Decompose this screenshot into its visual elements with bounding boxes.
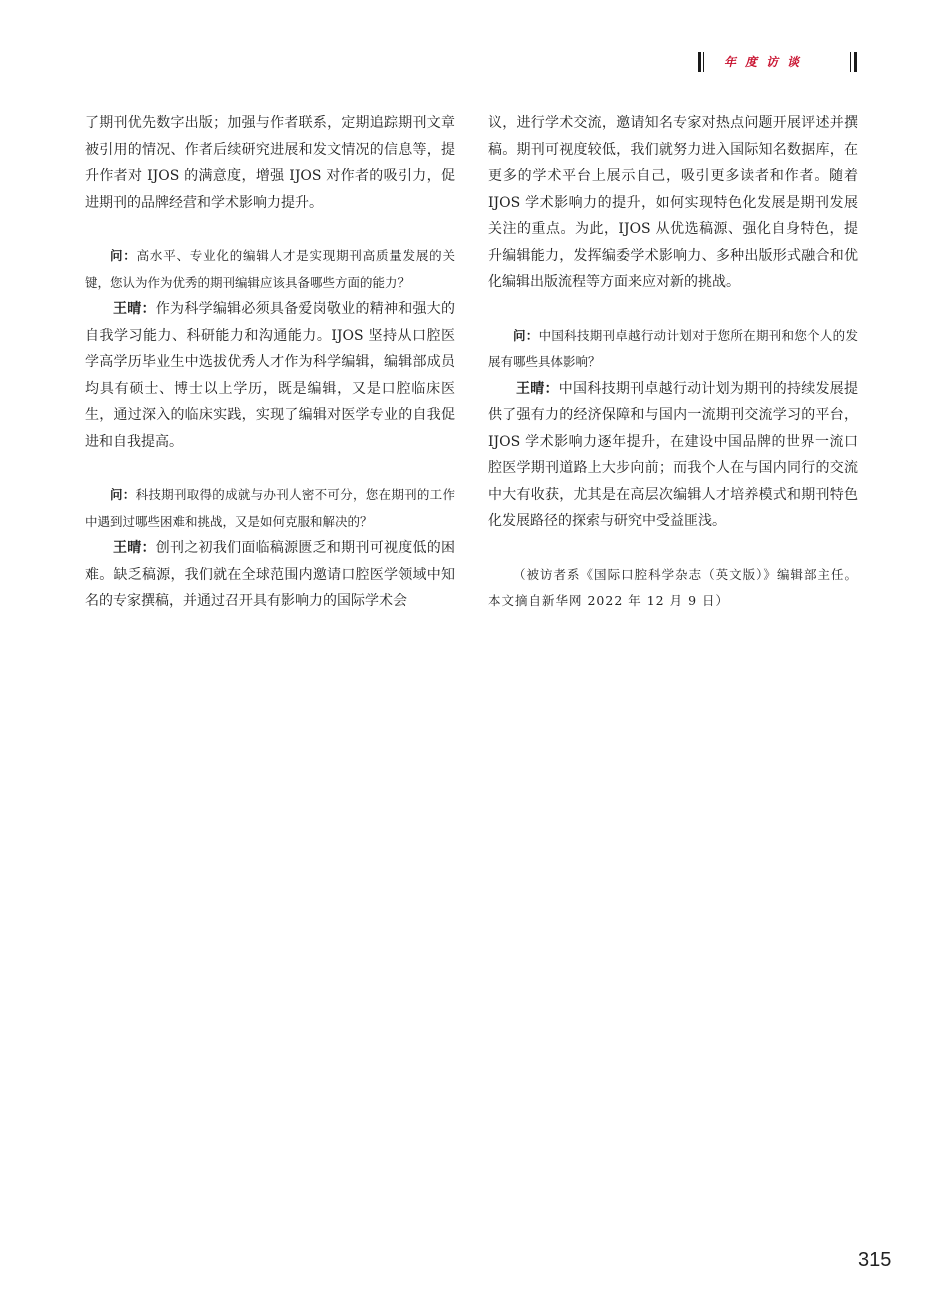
continuation-paragraph: 议，进行学术交流，邀请知名专家对热点问题开展评述并撰稿。期刊可视度较低，我们就努力进入国际知名数据库，在更多的学术平台上展示自己，吸引更多读者和作者。随着 IJOS 学术影响力的提升，如何实现特色化发展是期刊发展关注的重点。为此，IJOS 从优选稿源、强化自身特色，提升编辑能力，发挥编委学术影响力、多种出版形式融合和优化编辑出版流程等方面来应对新的挑战。: [488, 115, 858, 290]
answer-3: [488, 376, 858, 535]
question-label: 问：: [110, 487, 136, 502]
left-column: [85, 110, 455, 615]
header-bar-left: [698, 52, 701, 72]
running-header: [698, 52, 868, 74]
question-label: 问：: [110, 248, 137, 263]
answer-speaker: 王晴：: [113, 540, 156, 556]
question-2: [85, 482, 455, 535]
question-text: 中国科技期刊卓越行动计划对于您所在期刊和您个人的发展有哪些具体影响？: [488, 327, 858, 369]
continuation-paragraph: 了期刊优先数字出版；加强与作者联系，定期追踪期刊文章被引用的情况、作者后续研究进展和发文情况的信息等，提升作者对 IJOS 的满意度，增强 IJOS 对作者的吸引力，促进期刊的品牌经营和学术影响力提升。: [85, 115, 455, 211]
header-bar-right: [854, 52, 857, 72]
answer-speaker: 王晴：: [113, 301, 156, 317]
answer-1: [85, 296, 455, 455]
question-text: 高水平、专业化的编辑人才是实现期刊高质量发展的关键，您认为作为优秀的期刊编辑应该具备哪些方面的能力？: [85, 248, 455, 290]
answer-text: 作为科学编辑必须具备爱岗敬业的精神和强大的自我学习能力、科研能力和沟通能力。IJOS 坚持从口腔医学高学历毕业生中选拔优秀人才作为科学编辑，编辑部成员均具有硕士、博士以上学历，既是编辑，又是口腔临床医生，通过深入的临床实践，实现了编辑对医学专业的自我促进和自我提高。: [85, 301, 456, 450]
question-1: [85, 243, 455, 296]
question-3: [488, 323, 858, 376]
answer-2: [85, 535, 455, 615]
answer-text: 创刊之初我们面临稿源匮乏和期刊可视度低的困难。缺乏稿源，我们就在全球范围内邀请口腔医学领域中知名的专家撰稿，并通过召开具有影响力的国际学术会: [85, 540, 456, 609]
page-number: 315: [858, 1249, 892, 1271]
header-bar-left-thin: [703, 52, 704, 72]
answer-text: 中国科技期刊卓越行动计划为期刊的持续发展提供了强有力的经济保障和与国内一流期刊交流学习的平台，IJOS 学术影响力逐年提升，在建设中国品牌的世界一流口腔医学期刊道路上大步向前；而我个人在与国内同行的交流中大有收获，尤其是在高层次编辑人才培养模式和期刊特色化发展路径的探索与研究中受益匪浅。: [488, 380, 859, 529]
question-label: 问：: [513, 327, 539, 343]
section-title: 年度访谈: [724, 55, 809, 69]
header-bar-right-thin: [850, 52, 851, 72]
interviewee-note: （被访者系《国际口腔科学杂志（英文版）》编辑部主任。本文摘自新华网 2022 年 12 月 9 日）: [488, 566, 858, 608]
answer-speaker: 王晴：: [516, 380, 559, 397]
question-text: 科技期刊取得的成就与办刊人密不可分，您在期刊的工作中遇到过哪些困难和挑战，又是如何克服和解决的？: [85, 487, 455, 529]
right-column: [488, 110, 858, 614]
